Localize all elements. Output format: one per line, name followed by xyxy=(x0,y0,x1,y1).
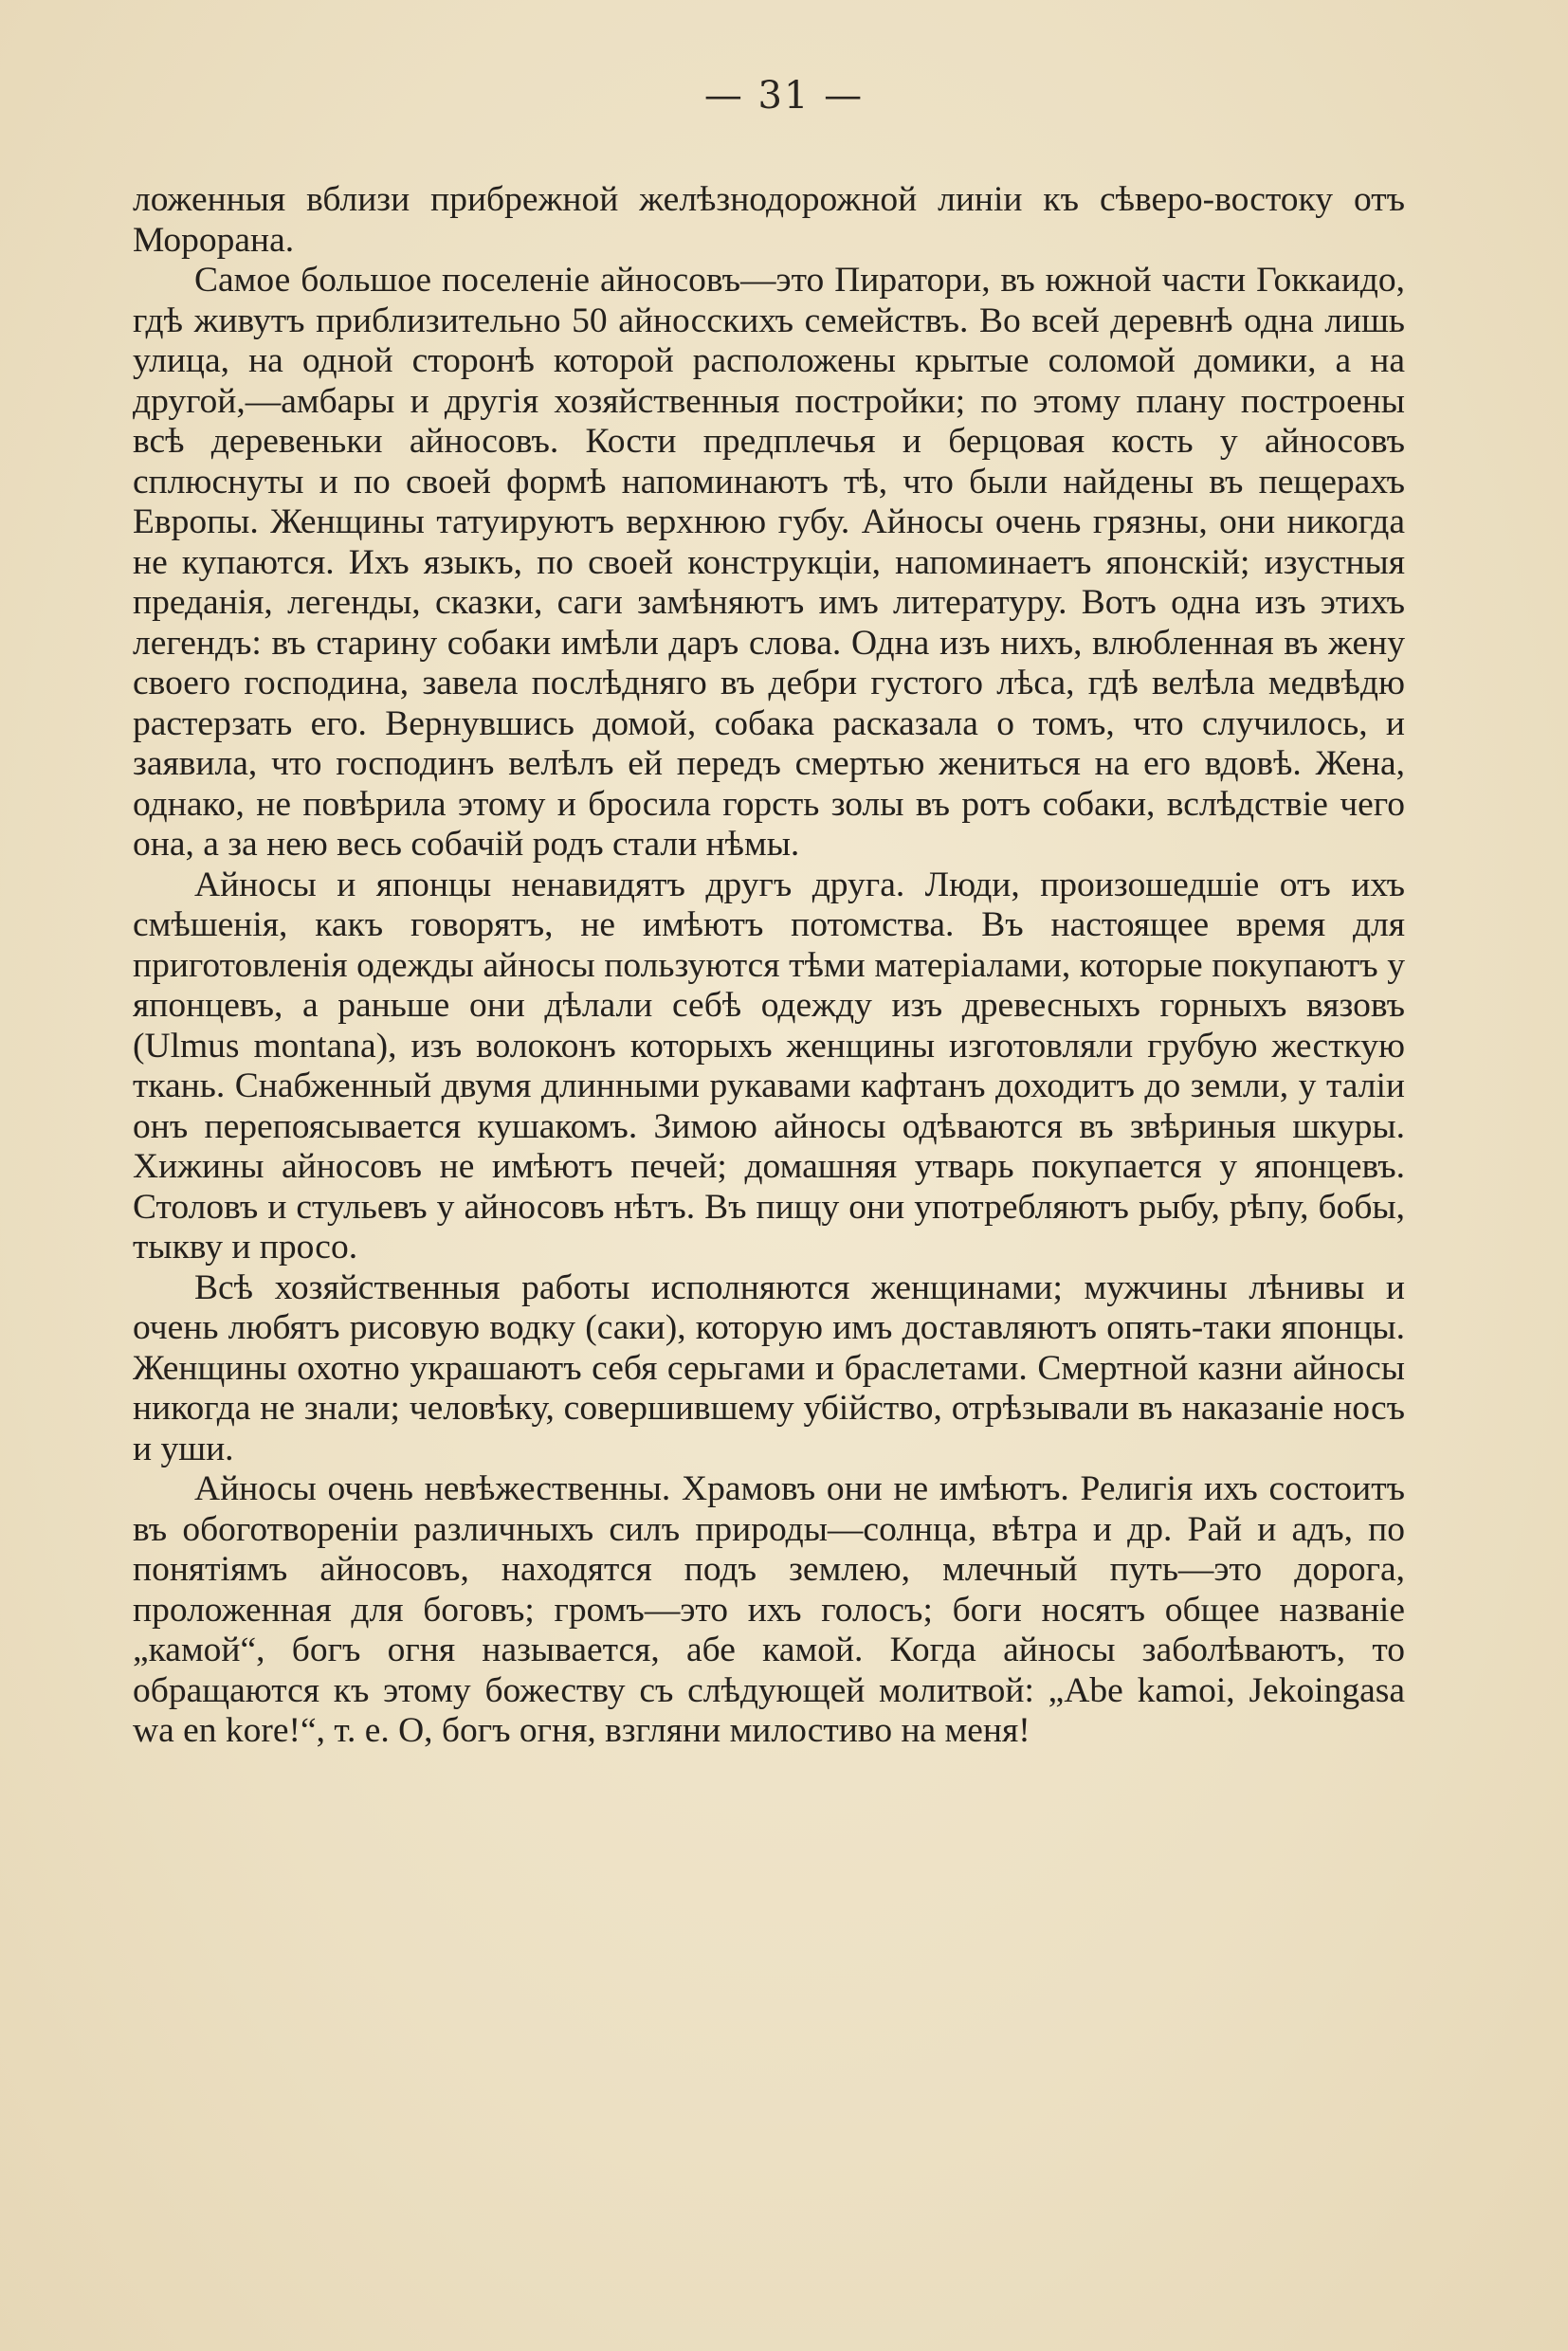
body-text xyxy=(133,180,1405,1752)
paragraph-continued: ложенныя вблизи прибрежной желѣзнодорожной линіи къ сѣверо-востоку отъ Морорана. xyxy=(133,180,1405,260)
page-number: — 31 — xyxy=(703,74,865,118)
paragraph-religion: Айносы очень невѣжественны. Храмовъ они не имѣютъ. Религія ихъ состоитъ въ обоготвореніи различныхъ силъ природы—солнца, вѣтра и др. Рай и адъ, по понятіямъ айносовъ, находятся подъ землею, млечный путь—это дорога, проложенная для боговъ; громъ—это ихъ голосъ; боги носятъ общее названіе „камой“, богъ огня называется, абе камой. Когда айносы заболѣваютъ, то обращаются къ этому божеству съ слѣдующей молитвой: „Abe kamoi, Jekoingasa wa en kore!“, т. е. О, богъ огня, взгляни милостиво на меня! xyxy=(133,1469,1405,1750)
paragraph-clothing: Айносы и японцы ненавидятъ другъ друга. Люди, произошедшіе отъ ихъ смѣшенія, какъ говорятъ, не имѣютъ потомства. Въ настоящее время для приготовленія одежды айносы пользуются тѣми матеріалами, которые покупаютъ у японцевъ, а раньше они дѣлали себѣ одежду изъ древесныхъ горныхъ вязовъ (Ulmus montana), изъ волоконъ которыхъ женщины изготовляли грубую жесткую ткань. Снабженный двумя длинными рукавами кафтанъ доходитъ до земли, у таліи онъ перепоясывается кушакомъ. Зимою айносы одѣваются въ звѣриныя шкуры. Хижины айносовъ не имѣютъ печей; домашняя утварь покупается у японцевъ. Столовъ и стульевъ у айносовъ нѣтъ. Въ пищу они употребляютъ рыбу, рѣпу, бобы, тыкву и просо. xyxy=(133,865,1405,1267)
paragraph-settlement: Самое большое поселеніе айносовъ—это Пиратори, въ южной части Гоккаидо, гдѣ живутъ приблизительно 50 айносскихъ семействъ. Во всей деревнѣ одна лишь улица, на одной сторонѣ которой расположены крытые соломой домики, а на другой,—амбары и другія хозяйственныя постройки; по этому плану построены всѣ деревеньки айносовъ. Кости предплечья и берцовая кость у айносовъ сплюснуты и по своей формѣ напоминаютъ тѣ, что были найдены въ пещерахъ Европы. Женщины татуируютъ верхнюю губу. Айносы очень грязны, они никогда не купаются. Ихъ языкъ, по своей конструкціи, напоминаетъ японскій; изустныя преданія, легенды, сказки, саги замѣняютъ имъ литературу. Вотъ одна изъ этихъ легендъ: въ старину собаки имѣли даръ слова. Одна изъ нихъ, влюбленная въ жену своего господина, завела послѣдняго въ дебри густого лѣса, гдѣ велѣла медвѣдю растерзать его. Вернувшись домой, собака расказала о томъ, что случилось, и заявила, что господинъ велѣлъ ей передъ смертью жениться на его вдовѣ. Жена, однако, не повѣрила этому и бросила горсть золы въ ротъ собаки, вслѣдствіе чего она, а за нею весь собачій родъ стали нѣмы. xyxy=(133,261,1405,864)
paragraph-household: Всѣ хозяйственныя работы исполняются женщинами; мужчины лѣнивы и очень любятъ рисовую водку (саки), которую имъ доставляютъ опять-таки японцы. Женщины охотно украшаютъ себя серьгами и браслетами. Смертной казни айносы никогда не знали; человѣку, совершившему убійство, отрѣзывали въ наказаніе носъ и уши. xyxy=(133,1267,1405,1468)
